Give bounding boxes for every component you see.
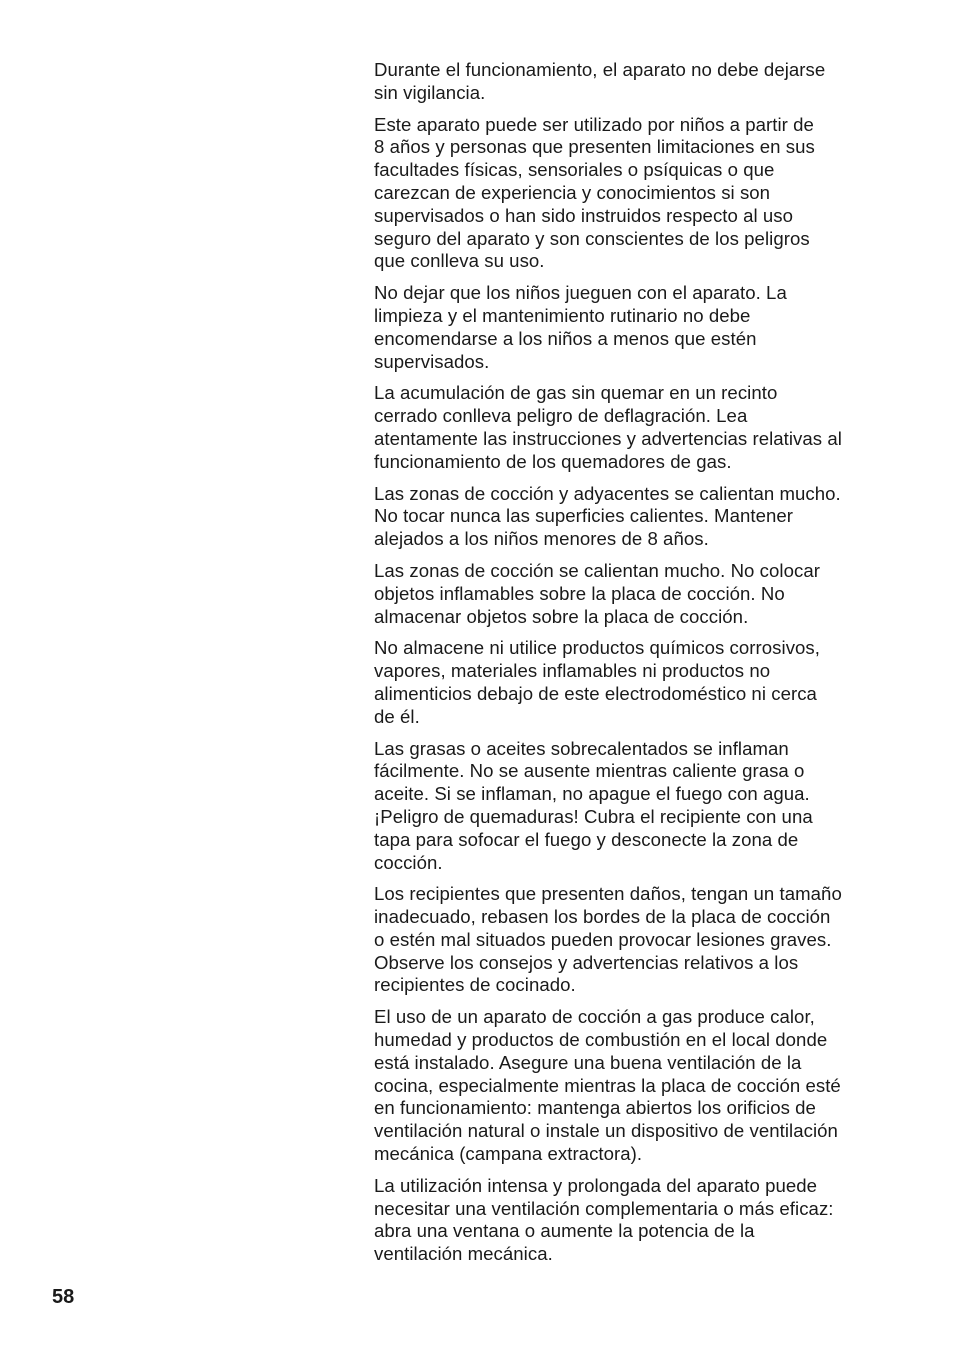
safety-text-column xyxy=(374,59,904,1275)
paragraph-children-and-limited-persons: Este aparato puede ser utilizado por niños a partir de 8 años y personas que presenten limitaciones en sus facultades físicas, sensoriales o psíquicas o que carezcan de experiencia y conocimientos si son supervisados o han sido instruidos respecto al uso seguro del aparato y son conscientes de los peligros que conlleva su uso. xyxy=(374,113,815,272)
paragraph-children-play-cleaning: No dejar que los niños jueguen con el aparato. La limpieza y el mantenimiento rutinario no debe encomendarse a los niños a menos que estén supervisados. xyxy=(374,282,787,372)
paragraph-hot-surfaces: Las zonas de cocción y adyacentes se calientan mucho. No tocar nunca las superficies calientes. Mantener alejados a los niños menores de 8 años. xyxy=(374,482,841,550)
paragraph-unburnt-gas: La acumulación de gas sin quemar en un recinto cerrado conlleva peligro de deflagración. Lea atentamente las instrucciones y advertencias relativas al funcionamiento de los quemadores de gas. xyxy=(374,382,842,472)
page-number: 58 xyxy=(52,1286,75,1308)
paragraph-damaged-cookware: Los recipientes que presenten daños, tengan un tamaño inadecuado, rebasen los bordes de la placa de cocción o estén mal situados pueden provocar lesiones graves. Observe los consejos y advertencias relativos a los recipientes de cocinado. xyxy=(374,883,842,996)
paragraph-gas-ventilation: El uso de un aparato de cocción a gas produce calor, humedad y productos de combustión en el local donde está instalado. Asegure una buena ventilación de la cocina, especialmente mientras la placa de cocción esté en funcionamiento: mantenga abiertos los orificios de ventilación natural o instale un dispositivo de ventilación mecánica (campana extractora). xyxy=(374,1006,841,1165)
paragraph-flammable-objects: Las zonas de cocción se calientan mucho. No colocar objetos inflamables sobre la placa de cocción. No almacenar objetos sobre la placa de cocción. xyxy=(374,559,820,627)
paragraph-storage-chemicals: No almacene ni utilice productos químicos corrosivos, vapores, materiales inflamables ni productos no alimenticios debajo de este electrodoméstico ni cerca de él. xyxy=(374,637,820,727)
paragraph-unattended-operation: Durante el funcionamiento, el aparato no debe dejarse sin vigilancia. xyxy=(374,59,826,103)
paragraph-overheated-oil: Las grasas o aceites sobrecalentados se inflaman fácilmente. No se ausente mientras caliente grasa o aceite. Si se inflaman, no apague el fuego con agua. ¡Peligro de quemaduras! Cubra el recipiente con una tapa para sofocar el fuego y desconecte la zona de cocción. xyxy=(374,737,813,873)
paragraph-additional-ventilation: La utilización intensa y prolongada del aparato puede necesitar una ventilación complementaria o más eficaz: abra una ventana o aumente la potencia de la ventilación mecánica. xyxy=(374,1174,834,1265)
